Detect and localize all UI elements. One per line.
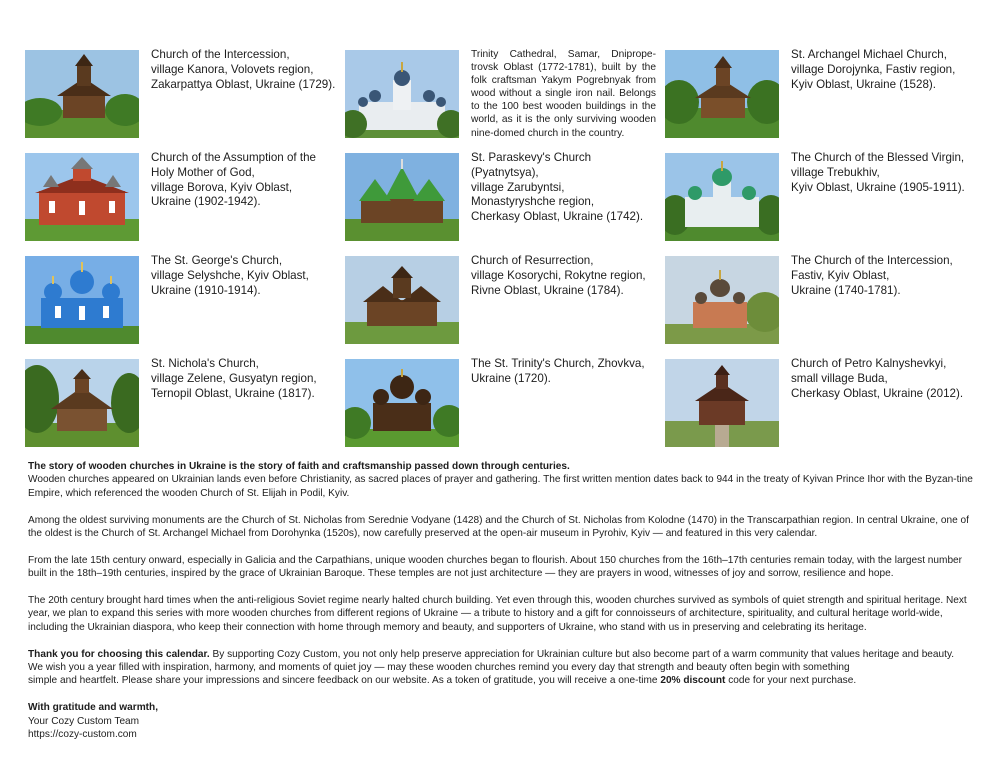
- church-caption: St. Nichola's Church, village Zelene, Gusyatyn region, Ternopil Oblast, Ukraine (1817).: [151, 357, 317, 400]
- church-caption: Church of Resurrection, village Kosorychi, Rokytne region, Rivne Oblast, Ukraine (1784).: [471, 254, 646, 297]
- discount-text: 20% discount: [660, 675, 726, 687]
- church-photo: [345, 256, 459, 344]
- wish-line: We wish you a year filled with inspiration, harmony, and moments of quiet joy — may these wooden churches remind you every day that strength and beauty often begin with something: [28, 662, 850, 674]
- church-entry: [25, 151, 335, 243]
- church-caption: Church of the Intercession, village Kanora, Volovets region, Zakarpattya Oblast, Ukraine (1729).: [151, 48, 336, 91]
- story-paragraph: From the late 15th century onward, especially in Galicia and the Carpathians, unique wooden churches began to flourish. About 150 churches from the 16th–17th centuries remain today, with the largest number built in the 18th–19th centuries, inspired by the grace of Ukrainian Baroque. These temples are not just architecture — they are prayers in wood, witnesses of joy and sorrow, resilience and hope.: [28, 554, 963, 580]
- church-photo: [665, 359, 779, 447]
- signoff: With gratitude and warmth,: [28, 702, 159, 714]
- church-photo: [665, 50, 779, 138]
- church-entry: [25, 48, 335, 140]
- wish-text: simple and heartfelt. Please share your impressions and sincere feedback on our website. As a token of gratitude, you will receive a one-time: [28, 675, 661, 687]
- church-photo: [665, 153, 779, 241]
- wish-text-end: code for your next purchase.: [725, 675, 857, 687]
- church-entry: [345, 48, 655, 140]
- church-entry: [25, 254, 335, 346]
- church-photo: [25, 153, 139, 241]
- story-paragraph: Wooden churches appeared on Ukrainian lands even before Christianity, as sacred places of prayer and gathering. The first written mention dates back to 944 in the treaty of Kyivan Prince Ihor with the Byzan-tine Empire, which referenced the wooden Church of St. Elijah in Podil, Kyiv.: [28, 474, 973, 499]
- church-entry: [665, 357, 975, 449]
- thanks-paragraph: [28, 648, 980, 661]
- website-url[interactable]: https://cozy-custom.com: [28, 729, 137, 741]
- church-entry: [665, 151, 975, 243]
- church-entry: [25, 357, 335, 449]
- church-caption: St. Archangel Michael Church, village Dorojynka, Fastiv region, Kyiv Oblast, Ukraine (1528).: [791, 48, 956, 91]
- church-caption: The Church of the Intercession, Fastiv, Kyiv Oblast, Ukraine (1740-1781).: [791, 254, 953, 297]
- church-caption: Church of Petro Kalnyshevkyi, small village Buda, Cherkasy Oblast, Ukraine (2012).: [791, 357, 964, 400]
- church-entry: [345, 357, 655, 449]
- church-photo: [25, 50, 139, 138]
- story-headline: The story of wooden churches in Ukraine is the story of faith and craftsmanship passed down through centuries.: [28, 461, 570, 472]
- church-entry: [345, 254, 655, 346]
- church-caption: Church of the Assumption of the Holy Mother of God, village Borova, Kyiv Oblast, Ukraine (1902-1942).: [151, 151, 316, 209]
- church-photo: [665, 256, 779, 344]
- church-photo: [25, 359, 139, 447]
- church-photo: [345, 359, 459, 447]
- story-paragraph: Among the oldest surviving monuments are the Church of St. Nicholas from Serednie Vodyane (1428) and the Church of St. Nicholas from Kolodne (1470) in the Transcarpathian region. In central Ukraine, one of the oldest is the Church of St. Archangel Michael from Dorohynka (1520s), now carefully preserved at the open-air museum in Pyrohiv, Kyiv — and featured in this very calendar.: [28, 514, 969, 540]
- story-paragraph: The 20th century brought hard times when the anti-religious Soviet regime nearly halted church building. Yet even through this, wooden churches survived as symbols of quiet strength and spiritual heritage. Next year, we plan to expand this series with more wooden churches from different regions of Ukraine — a tribute to history and a gift for connoisseurs of architecture, spirituality, and cultural heritage world-wide, including the Ukrainian diaspora, who keep their connection with home through memory and beauty, and supporters of Ukraine, who stand with us in preserving and celebrating its heritage.: [28, 595, 967, 633]
- church-entry: [665, 254, 975, 346]
- wish-line: [28, 674, 980, 687]
- team-name: Your Cozy Custom Team: [28, 715, 140, 727]
- church-caption: St. Paraskevy's Church (Pyatnytsya), village Zarubyntsi, Monastyryshche region, Cherkasy Oblast, Ukraine (1742).: [471, 151, 644, 224]
- story-text: [28, 460, 980, 741]
- church-entry: [345, 151, 655, 243]
- church-entry: [665, 48, 975, 140]
- church-photo: [25, 256, 139, 344]
- church-caption: The Church of the Blessed Virgin, village Trebukhiv, Kyiv Oblast, Ukraine (1905-1911).: [791, 151, 965, 194]
- church-photo: [345, 153, 459, 241]
- thanks-bold: Thank you for choosing this calendar.: [28, 648, 210, 660]
- church-caption: The St. Trinity's Church, Zhovkva, Ukraine (1720).: [471, 357, 645, 385]
- church-caption: The St. George's Church, village Selyshche, Kyiv Oblast, Ukraine (1910-1914).: [151, 254, 309, 297]
- church-caption: Trinity Cathedral, Samar, Dniprope-trovsk Oblast (1772-1781), built by the folk craftsman Yakym Pogrebnyak from wood without a single iron nail. Belongs to the 100 best wooden buildings in the world, as it is the only surviving wooden nine-domed church in the country.: [471, 49, 656, 139]
- church-photo: [345, 50, 459, 138]
- thanks-rest: By supporting Cozy Custom, you not only help preserve appreciation for Ukrainian culture but also become part of a warm community that values heritage and beauty.: [209, 648, 955, 660]
